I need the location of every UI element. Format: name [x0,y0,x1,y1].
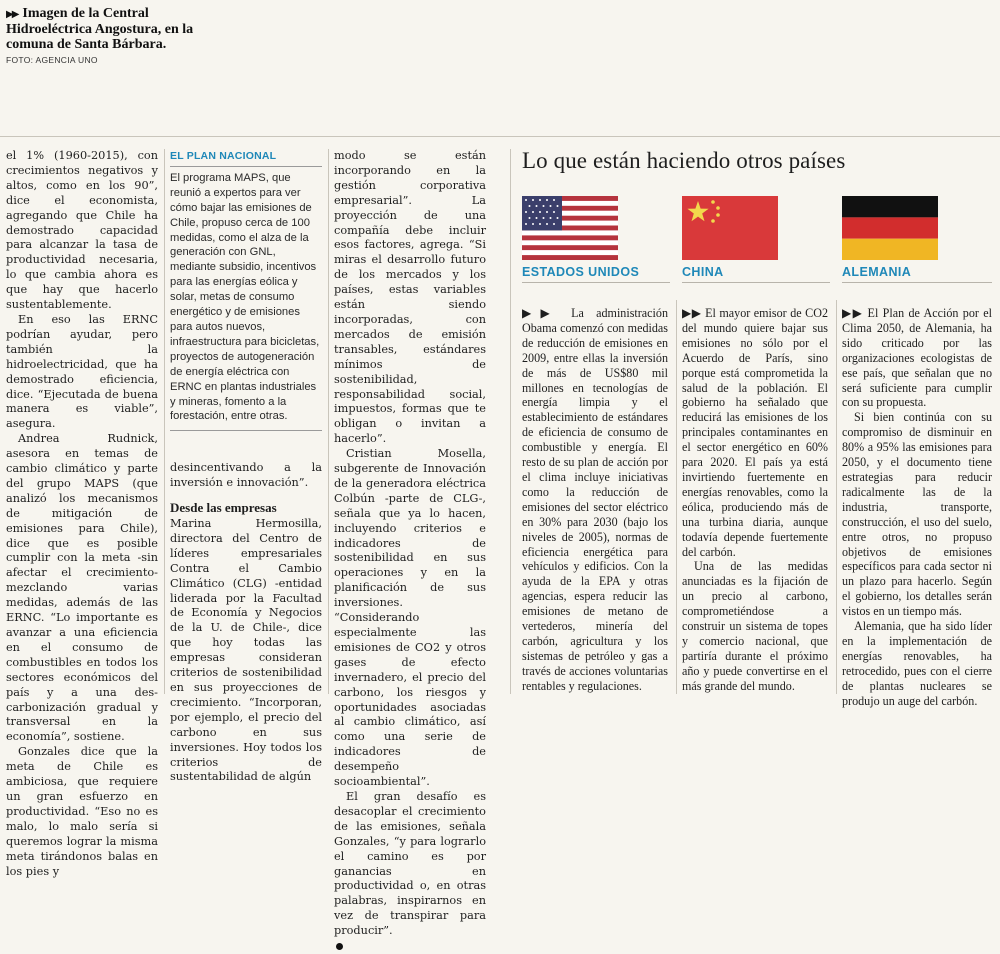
column-divider [164,149,165,694]
country-label-china: CHINA [682,265,724,279]
china-flag-icon [682,196,778,260]
paragraph: el 1% (1960-2015), con crecimientos negativos y altos, como en los 90”, dice el economista, agregando que Chile ha demostrado capacidad para alcanzar la tasa de productividad necesaria, lo que cambia ahora es que hay que hacerlo sustentablemente. [6,149,158,312]
paragraph: ▶▶ El mayor emisor de CO2 del mundo quiere bajar sus emisiones no sólo por el Acuerdo de París, sino porque está comprometida la salud de la población. El gobierno ha señalado que reducirá las emisiones de los principales contaminantes en el sector energético en 60% para 2020. El país ya está invirtiendo fuertemente en energías renovables, como la eólica, produciendo más de una turbina diaria, aunque todavía depende fuertemente del carbón. [682,306,828,559]
paragraph: ▶▶ La administración Obama comenzó con medidas de reducción de emisiones en 2009, entre ellas la inversión de más de US$80 mil millones en tecnologías de energía limpia y el establecimiento de estándares de eficiencia de consumo de combustible y energía. El resto de su plan de acción por el clima incluye iniciativas como la reducción de emisiones del sector eléctrico en 30% para 2030 (bajo los niveles de 2005), normas de eficiencia energética para vehículos y edificios. Con la ayuda de la EPA y otras agencias, espera reducir las emisiones de metano de vertederos, minería del carbón, agricultura y los sistemas de petróleo y gas a través de acciones voluntarias rentables y regulaciones. [522,306,668,693]
article-column-1 [6,149,158,879]
country-text-us [522,306,668,694]
country-text-china [682,306,828,694]
box-divider [510,149,511,694]
paragraph: Andrea Rudnick, asesora en temas de cambio climático y parte del grupo MAPS (que analizó los mecanismos de mitigación de emisiones para Chile), dice que es posible cumplir con la meta -sin afectar el crecimiento- mezclando varias medidas, además de las ERNC. “Lo importante es avanzar a una eficiencia en el consumo de combustibles en todos los sectores económicos del país y a una des-carbonización gradual y transversal en la economía”, sostiene. [6,432,158,744]
country-divider [842,282,992,283]
column-divider [836,300,837,694]
country-label-germany: ALEMANIA [842,265,912,279]
country-divider [522,282,670,283]
end-of-article-icon [336,943,343,950]
us-flag-icon [522,196,618,260]
paragraph: Gonzales dice que la meta de Chile es ambiciosa, que requiere un gran esfuerzo en productividad. “Eso no es malo, lo malo sería si queremos lograr la misma meta tirándonos balas en los pies y [6,745,158,878]
photo-caption [6,6,206,68]
article-column-2 [170,149,322,785]
country-divider [682,282,830,283]
country-text-germany [842,306,992,708]
plan-nacional-text: El programa MAPS, que reunió a expertos para ver cómo bajar las emisiones de Chile, propuso cerca de 100 medidas, como el alza de la generación con GNL, mediante subsidio, incentivos para las energías eólica y solar, metas de consumo energético y de emisiones para autos nuevos, infraestructura para bicicletas, proyectos de autogeneración de energía eléctrica con ERNC en plantas industriales y mineras, fomento a la forestación, entre otras. [170,171,320,423]
photo-bottom-divider [0,136,1000,137]
article-column-3 [334,149,486,954]
paragraph: Alemania, que ha sido líder en la implementación de energías renovables, ha retrocedido, pues con el cierre de plantas nucleares se produjo un auge del carbón. [842,619,992,708]
box-title: Lo que están haciendo otros países [522,148,846,173]
paragraph: Cristian Mosella, subgerente de Innovación de la generadora eléctrica Colbún -parte de CLG-, señala que ya lo hacen, incluyendo criterios e indicadores de sostenibilidad en sus operaciones y en la planificación de sus inversiones. “Considerando especialmente las emisiones de CO2 y otros gases de efecto invernadero, el precio del carbono, los riesgos y oportunidades asociadas al cambio climático, así como una serie de indicadores de desempeño socioambiental”. [334,447,486,789]
paragraph: Si bien continúa con su compromiso de disminuir en 80% a 95% las emisiones para 2050, y el documento tiene estrategias para reducir radicalmente las de la industria, transporte, construcción, el uso del suelo, entre otros, no propuso objetivos de emisiones específicos para cada sector ni un plazo para hacerlo. Según el gobierno, los detalles serán vistos en un tiempo más. [842,410,992,619]
sidebar-divider [170,430,322,461]
paragraph: Marina Hermosilla, directora del Centro de líderes empresariales Contra el Cambio Climático (CLG) -entidad liderada por la Facultad de Economía y Negocios de la U. de Chile-, dice que hoy todas las empresas consideran criterios de sostenibilidad en sus proyecciones de crecimiento. “Incorporan, por ejemplo, el precio del carbono en sus inversiones. Hoy todos los criterios de sustentabilidad de algún [170,517,322,784]
subheading: Desde las empresas [170,500,277,516]
caption-text: Imagen de la Central Hidroeléctrica Angostura, en la comuna de Santa Bárbara. [6,6,194,52]
column-divider [676,300,677,694]
paragraph: desincentivando a la inversión e innovación”. [170,461,322,490]
plan-nacional-label: EL PLAN NACIONAL [170,149,322,167]
paragraph: El gran desafío es desacoplar el crecimiento de las emisiones, señala Gonzales, “y para lograrlo el camino es por ganancias en productividad o, en otras palabras, inspirarnos en vez de transpirar para producir”. [334,789,486,938]
photo-credit: FOTO: AGENCIA UNO [6,55,98,65]
paragraph: modo se están incorporando en la gestión corporativa empresarial”. La proyección de una compañía debe incluir esos factores, agrega. “Si miras el desarrollo futuro de los mercados y los países, estas variables están siendo incorporadas, con mercados de emisión transables, estándares mínimos de sostenibilidad, responsabilidad social, impuestos, formas que te obligan o invitan a hacerlo”. [334,149,486,446]
paragraph: Una de las medidas anunciadas es la fijación de un precio al carbono, comprometiéndose a construir un sistema de topes y comercio nacional, que partiría durante el próximo año y puede convertirse en el más grande del mundo. [682,559,828,693]
country-label-us: ESTADOS UNIDOS [522,265,640,279]
paragraph: En eso las ERNC podrían ayudar, pero también la hidroelectricidad, que ha demostrado eficiencia, dice. “Ejecutada de buena manera es viable”, asegura. [6,312,158,431]
paragraph: ▶▶ El Plan de Acción por el Clima 2050, de Alemania, ha sido criticado por las organizaciones ecologistas de ese país, que señalan que no será suficiente para cumplir con su propuesta. [842,306,992,410]
column-divider [328,149,329,694]
germany-flag-icon [842,196,938,260]
caption-bullet-icon: ▶▶ [6,9,18,20]
